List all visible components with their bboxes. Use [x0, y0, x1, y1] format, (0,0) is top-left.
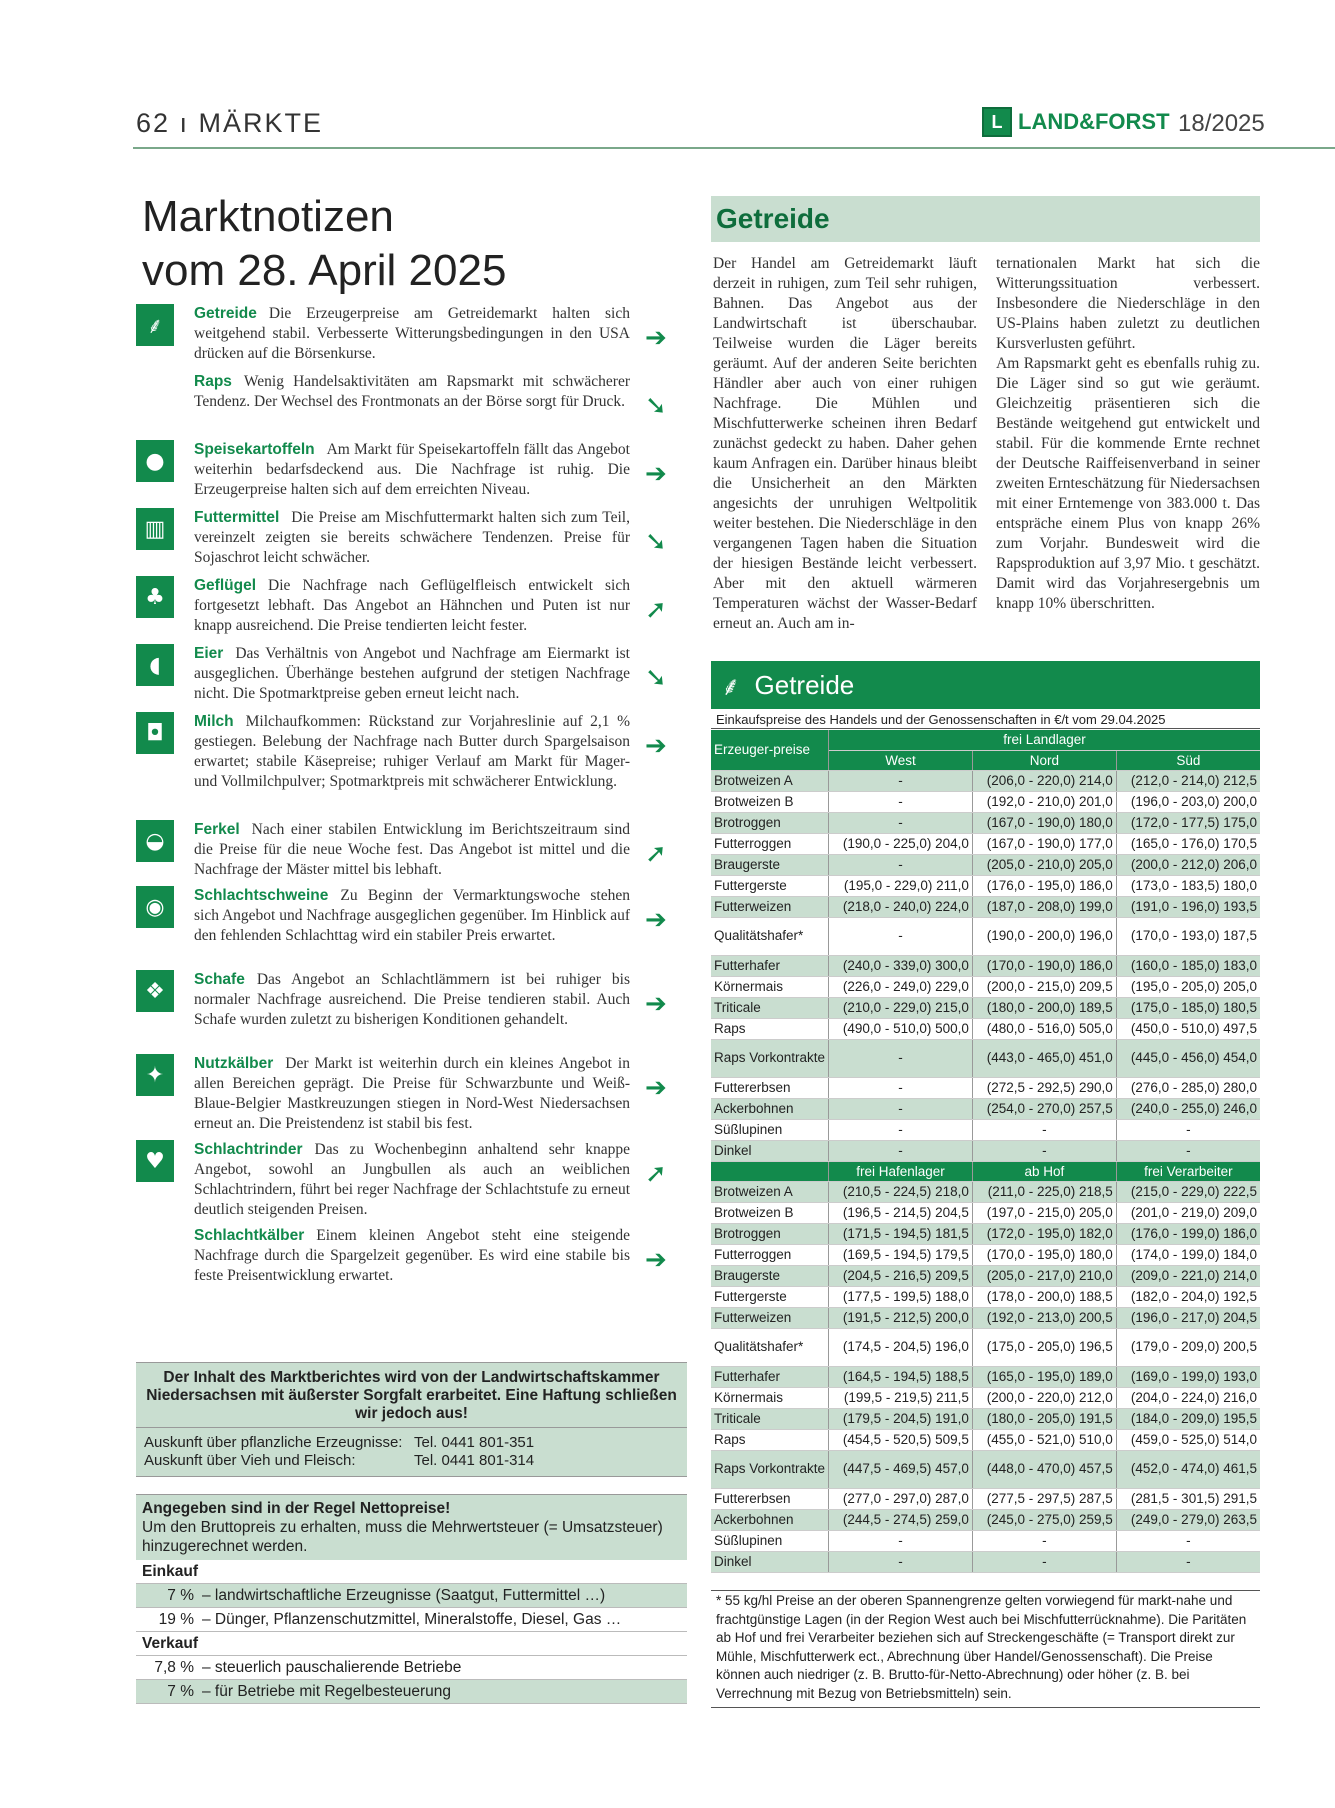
table-row	[711, 1509, 1260, 1530]
table-row	[711, 1223, 1260, 1244]
product-cell: Futterroggen	[711, 1244, 829, 1265]
market-note-name: Raps	[194, 373, 232, 390]
price-cell: (191,0 - 196,0) 193,5	[1116, 896, 1260, 917]
price-cell: (165,0 - 176,0) 170,5	[1116, 833, 1260, 854]
product-cell: Körnermais	[711, 1387, 829, 1408]
market-note-text: Milch Milchaufkommen: Rückstand zur Vorjahreslinie auf 2,1 % gestiegen. Belebung der Nachfrage nach Butter durch Spargelsaison erwartet; stabile Käsepreise; ruhiger Verlauf am Markt für Mager- und Vollmilchpulver; Spotmarktpreis mit schwächerer Entwicklung.	[194, 713, 630, 790]
price-cell: (173,0 - 183,5) 180,0	[1116, 875, 1260, 896]
table-row	[711, 1244, 1260, 1265]
price-cell: (210,0 - 229,0) 215,0	[829, 997, 973, 1018]
table-row	[711, 1202, 1260, 1223]
table-row	[711, 1265, 1260, 1286]
product-cell: Braugerste	[711, 1265, 829, 1286]
price-cell: (167,0 - 190,0) 180,0	[972, 812, 1116, 833]
price-cell: (187,0 - 208,0) 199,0	[972, 896, 1116, 917]
price-cell: (176,0 - 195,0) 186,0	[972, 875, 1116, 896]
contact-label-plants: Auskunft über pflanzliche Erzeugnisse:	[144, 1434, 403, 1451]
price-cell: -	[829, 1140, 973, 1161]
price-cell: (455,0 - 521,0) 510,0	[972, 1429, 1116, 1450]
table-row	[711, 1119, 1260, 1140]
col-header-nord: Nord	[972, 750, 1116, 770]
product-cell: Süßlupinen	[711, 1119, 829, 1140]
price-cell: (209,0 - 221,0) 214,0	[1116, 1265, 1260, 1286]
price-cell: (190,0 - 225,0) 204,0	[829, 833, 973, 854]
table-row	[711, 791, 1260, 812]
price-cell: (190,0 - 200,0) 196,0	[972, 917, 1116, 955]
product-cell: Futterweizen	[711, 896, 829, 917]
price-cell: (215,0 - 229,0) 222,5	[1116, 1181, 1260, 1202]
disclaimer-text: Der Inhalt des Marktberichtes wird von der Landwirtschaftskammer Niedersachsen mit äußerster Sorgfalt erarbeitet. Eine Haftung schließen wir jedoch aus!	[136, 1362, 687, 1427]
product-cell: Brotweizen A	[711, 1181, 829, 1202]
table-row	[711, 875, 1260, 896]
vat-row: 7,8 % – steuerlich pauschalierende Betriebe	[136, 1656, 687, 1680]
price-cell: (205,0 - 217,0) 210,0	[972, 1265, 1116, 1286]
product-cell: Futterroggen	[711, 833, 829, 854]
market-note	[136, 644, 630, 706]
price-cell: (196,0 - 203,0) 200,0	[1116, 791, 1260, 812]
cow-icon: ♥	[136, 1140, 174, 1182]
price-cell: -	[829, 1098, 973, 1119]
vat-row: 7 % – für Betriebe mit Regelbesteuerung	[136, 1680, 687, 1704]
price-cell: (172,0 - 195,0) 182,0	[972, 1223, 1116, 1244]
price-cell: (171,5 - 194,5) 181,5	[829, 1223, 973, 1244]
wheat-icon: ⸙	[721, 672, 741, 702]
market-note-text: Schlachtschweine Zu Beginn der Vermarktungswoche stehen sich Angebot und Nachfrage ausgeglichen gegenüber. Im Hinblick auf den fehlenden Schlachttag wird ein stabiler Preis erwartet.	[194, 887, 631, 944]
price-cell: (281,5 - 301,5) 291,5	[1116, 1488, 1260, 1509]
price-cell: (459,0 - 525,0) 514,0	[1116, 1429, 1260, 1450]
price-cell: -	[829, 1530, 973, 1551]
potato-icon: ●	[136, 440, 174, 482]
market-note	[136, 1140, 630, 1220]
vat-verkauf-header: Verkauf	[136, 1632, 687, 1656]
table-row	[711, 770, 1260, 791]
table-row	[711, 1551, 1260, 1572]
icon-spacer	[136, 372, 174, 414]
product-cell: Süßlupinen	[711, 1530, 829, 1551]
price-cell: (201,0 - 219,0) 209,0	[1116, 1202, 1260, 1223]
egg-icon: ◖	[136, 644, 174, 686]
market-note-text: Getreide Die Erzeugerpreise am Getreidemarkt halten sich weitgehend stabil. Verbesserte Witterungsbedingungen in den USA drücken auf die Börsenkurse.	[194, 305, 630, 362]
price-cell: (182,0 - 204,0) 192,5	[1116, 1286, 1260, 1307]
price-cell: (196,5 - 214,5) 204,5	[829, 1202, 973, 1223]
market-note-name: Schlachtschweine	[194, 887, 329, 904]
milk-can-icon: ◘	[136, 712, 174, 754]
table-row	[711, 1366, 1260, 1387]
col-header-location: frei Verarbeiter	[1116, 1161, 1260, 1181]
price-table-subtitle: Einkaufspreise des Handels und der Genossenschaften in €/t vom 29.04.2025	[711, 711, 1260, 729]
market-note-text: Futtermittel Die Preise am Mischfuttermarkt halten sich zum Teil, vereinzelt zeigten sie bereits schwächere Tendenzen. Preise für Sojaschrot leicht schwächer.	[194, 509, 630, 566]
table-footnote: * 55 kg/hl Preise an der oberen Spannengrenze gelten vorwiegend für markt-nahe und frachtgünstige Lagen (in der Region West auch bei Mischfutterrücknahme). Die Paritäten ab Hof und frei Verarbeiter beziehen sich auf Streckengeschäfte (= Transport direkt zur Mühle, Mischfutterwerk ect., Abrechnung über Handel/Genossenschaft). Die Preise können auch niedriger (z. B. Brutto-für-Netto-Abrechnung) oder höher (z. B. bei Verrechnung mit Bezug von Betriebsmitteln) sein.	[711, 1590, 1260, 1708]
product-cell: Körnermais	[711, 976, 829, 997]
price-cell: (191,5 - 212,5) 200,0	[829, 1307, 973, 1328]
price-cell: (199,5 - 219,5) 211,5	[829, 1387, 973, 1408]
price-cell: (184,0 - 209,0) 195,5	[1116, 1408, 1260, 1429]
table-row	[711, 1307, 1260, 1328]
price-cell: (448,0 - 470,0) 457,5	[972, 1450, 1116, 1488]
table-group-header	[711, 730, 1260, 750]
chicken-icon: ♣	[136, 576, 174, 618]
price-cell: (200,0 - 220,0) 212,0	[972, 1387, 1116, 1408]
table-row	[711, 833, 1260, 854]
page-title	[142, 190, 506, 298]
product-cell: Braugerste	[711, 854, 829, 875]
market-note-text: Schlachtkälber Einem kleinen Angebot steht eine steigende Nachfrage durch die Spargelzeit gegenüber. Es wird eine stabile bis feste Preisentwicklung erwartet.	[194, 1227, 630, 1284]
price-cell: -	[829, 770, 973, 791]
vat-row: 19 % – Dünger, Pflanzenschutzmittel, Mineralstoffe, Diesel, Gas …	[136, 1608, 687, 1632]
price-cell: (276,0 - 285,0) 280,0	[1116, 1077, 1260, 1098]
land-forst-logo	[982, 107, 1170, 137]
market-note	[136, 1226, 630, 1286]
product-cell: Futterweizen	[711, 1307, 829, 1328]
price-cell: (226,0 - 249,0) 229,0	[829, 976, 973, 997]
price-cell: (272,5 - 292,5) 290,0	[972, 1077, 1116, 1098]
product-cell: Futtererbsen	[711, 1488, 829, 1509]
col-header-landlager: frei Landlager	[829, 730, 1260, 750]
market-note-name: Nutzkälber	[194, 1055, 274, 1072]
price-cell: (445,0 - 456,0) 454,0	[1116, 1039, 1260, 1077]
market-note-text: Schlachtrinder Das zu Wochenbeginn anhaltend sehr knappe Angebot, sowohl an Jungbullen als auch an weiblichen Schlachtrindern, führt bei reger Nachfrage der Schlachtstufe zu erneut deutlich steigenden Preisen.	[194, 1141, 630, 1218]
price-cell: (174,0 - 199,0) 184,0	[1116, 1244, 1260, 1265]
disclaimer-box	[136, 1362, 687, 1477]
product-cell: Raps	[711, 1429, 829, 1450]
market-note	[136, 712, 630, 814]
price-cell: (196,0 - 217,0) 204,5	[1116, 1307, 1260, 1328]
trend-arrow-down-icon: ➘	[645, 391, 667, 421]
price-cell: -	[1116, 1530, 1260, 1551]
price-cell: (452,0 - 474,0) 461,5	[1116, 1450, 1260, 1488]
price-cell: -	[829, 1119, 973, 1140]
market-note-name: Ferkel	[194, 821, 240, 838]
price-cell: (175,0 - 185,0) 180,5	[1116, 997, 1260, 1018]
market-note-text: Raps Wenig Handelsaktivitäten am Rapsmarkt mit schwächerer Tendenz. Der Wechsel des Frontmonats an der Börse sorgt für Druck.	[194, 373, 630, 410]
vat-row: 7 % – landwirtschaftliche Erzeugnisse (Saatgut, Futtermittel …)	[136, 1584, 687, 1608]
title-line-1: Marktnotizen	[142, 192, 394, 241]
col-header-product: Erzeuger-preise	[711, 730, 829, 770]
price-cell: (197,0 - 215,0) 205,0	[972, 1202, 1116, 1223]
price-cell: (450,0 - 510,0) 497,5	[1116, 1018, 1260, 1039]
trend-arrow-stable-icon: ➔	[645, 905, 667, 935]
table-row	[711, 1488, 1260, 1509]
price-cell: -	[1116, 1551, 1260, 1572]
price-cell: (204,0 - 224,0) 216,0	[1116, 1387, 1260, 1408]
trend-arrow-stable-icon: ➔	[645, 731, 667, 761]
price-cell: (164,5 - 194,5) 188,5	[829, 1366, 973, 1387]
market-note	[136, 440, 630, 502]
table-row	[711, 997, 1260, 1018]
table-row	[711, 1429, 1260, 1450]
price-cell: -	[829, 917, 973, 955]
header-divider	[133, 147, 1335, 149]
product-cell: Brotweizen B	[711, 1202, 829, 1223]
price-cell: (174,5 - 204,5) 196,0	[829, 1328, 973, 1366]
market-note-name: Schlachtkälber	[194, 1227, 305, 1244]
vat-text: Um den Bruttopreis zu erhalten, muss die Mehrwertsteuer (= Umsatzsteuer) hinzugerechnet werden.	[142, 1519, 663, 1555]
product-cell: Raps	[711, 1018, 829, 1039]
market-note-text: Schafe Das Angebot an Schlachtlämmern ist bei ruhiger bis normaler Nachfrage ausreichend. Die Preise tendieren stabil. Auch Schafe wurden zuletzt zu bisherigen Konditionen gehandelt.	[194, 971, 630, 1028]
vat-einkauf-header: Einkauf	[136, 1560, 687, 1584]
product-cell: Dinkel	[711, 1551, 829, 1572]
price-cell: (178,0 - 200,0) 188,5	[972, 1286, 1116, 1307]
market-note	[136, 304, 630, 366]
getreide-text-col2	[996, 254, 1260, 614]
price-cell: (454,5 - 520,5) 509,5	[829, 1429, 973, 1450]
getreide-paragraph: Am Rapsmarkt geht es ebenfalls ruhig zu. Die Läger sind so gut wie geräumt. Gleichzeitig präsentieren sich die Bestände weitgehend gut entwickelt und stabil. Für die kommende Ernte rechnet der Deutsche Raiffeisenverband in seiner zweiten Ernteschätzung für Niedersachsen mit einer Erntemenge von 383.000 t. Das entspräche einem Plus von knapp 26% zum Vorjahr. Bundesweit wird die Rapsproduktion auf 3,97 Mio. t geschätzt. Damit wird das Vorjahresergebnis um knapp 10% überschritten.	[996, 355, 1260, 612]
price-table-title: Getreide	[754, 669, 855, 700]
page-section-label: 62 ı MÄRKTE	[136, 108, 324, 138]
table-row	[711, 1140, 1260, 1161]
price-cell: (443,0 - 465,0) 451,0	[972, 1039, 1116, 1077]
vat-heading: Angegeben sind in der Regel Nettopreise!	[142, 1500, 451, 1517]
price-cell: -	[972, 1551, 1116, 1572]
col-header-location: frei Hafenlager	[829, 1161, 973, 1181]
price-cell: (249,0 - 279,0) 263,5	[1116, 1509, 1260, 1530]
price-cell: (195,0 - 229,0) 211,0	[829, 875, 973, 896]
product-cell: Brotroggen	[711, 1223, 829, 1244]
getreide-heading: Getreide	[711, 196, 1260, 242]
price-cell: (180,0 - 205,0) 191,5	[972, 1408, 1116, 1429]
col-header-empty	[711, 1161, 829, 1181]
piglet-icon: ◒	[136, 820, 174, 862]
price-cell: (160,0 - 185,0) 183,0	[1116, 955, 1260, 976]
price-cell: (170,0 - 195,0) 180,0	[972, 1244, 1116, 1265]
market-note-text: Geflügel Die Nachfrage nach Geflügelfleisch entwickelt sich fortgesetzt lebhaft. Das Angebot an Hähnchen und Puten ist nur knapp ausreichend. Die Preise tendierten leicht fester.	[194, 577, 630, 634]
trend-arrow-stable-icon: ➔	[645, 989, 667, 1019]
trend-arrow-up-icon: ➚	[645, 595, 667, 625]
product-cell: Ackerbohnen	[711, 1509, 829, 1530]
price-cell: (179,5 - 204,5) 191,0	[829, 1408, 973, 1429]
price-cell: (277,0 - 297,0) 287,0	[829, 1488, 973, 1509]
price-cell: (204,5 - 216,5) 209,5	[829, 1265, 973, 1286]
trend-arrow-stable-icon: ➔	[645, 1245, 667, 1275]
price-cell: (179,0 - 209,0) 200,5	[1116, 1328, 1260, 1366]
price-cell: -	[829, 1077, 973, 1098]
market-note	[136, 576, 630, 638]
price-cell: (176,0 - 199,0) 186,0	[1116, 1223, 1260, 1244]
pig-icon: ◉	[136, 886, 174, 928]
col-header-sued: Süd	[1116, 750, 1260, 770]
trend-arrow-stable-icon: ➔	[645, 1073, 667, 1103]
price-cell: (195,0 - 205,0) 205,0	[1116, 976, 1260, 997]
table-row	[711, 812, 1260, 833]
getreide-paragraph: ternationalen Markt hat sich die Witterungssituation verbessert. Insbesondere die Niederschläge in den US-Plains haben zuletzt zu deutlichen Kursverlusten geführt.	[996, 255, 1260, 352]
market-note-name: Speisekartoffeln	[194, 441, 315, 458]
market-note-name: Eier	[194, 645, 224, 662]
price-cell: -	[972, 1140, 1116, 1161]
table-row	[711, 854, 1260, 875]
price-cell: -	[829, 1551, 973, 1572]
price-cell: (192,0 - 213,0) 200,5	[972, 1307, 1116, 1328]
price-cell: (192,0 - 210,0) 201,0	[972, 791, 1116, 812]
product-cell: Ackerbohnen	[711, 1098, 829, 1119]
product-cell: Raps Vorkontrakte	[711, 1450, 829, 1488]
price-cell: (211,0 - 225,0) 218,5	[972, 1181, 1116, 1202]
logo-mark: L	[982, 107, 1012, 137]
price-cell: (206,0 - 220,0) 214,0	[972, 770, 1116, 791]
table-row	[711, 955, 1260, 976]
price-cell: (180,0 - 200,0) 189,5	[972, 997, 1116, 1018]
table-row	[711, 1039, 1260, 1077]
price-cell: (200,0 - 215,0) 209,5	[972, 976, 1116, 997]
title-line-2: vom 28. April 2025	[142, 246, 507, 295]
price-cell: (212,0 - 214,0) 212,5	[1116, 770, 1260, 791]
table-row	[711, 1181, 1260, 1202]
market-note	[136, 372, 630, 434]
col-header-west: West	[829, 750, 973, 770]
price-cell: (490,0 - 510,0) 500,0	[829, 1018, 973, 1039]
table-row	[711, 1530, 1260, 1551]
product-cell: Futtergerste	[711, 875, 829, 896]
wheat-icon: ⸙	[136, 304, 174, 346]
price-cell: -	[829, 854, 973, 875]
product-cell: Dinkel	[711, 1140, 829, 1161]
issue-number: 18/2025	[1178, 110, 1265, 137]
table-row	[711, 976, 1260, 997]
product-cell: Qualitätshafer*	[711, 1328, 829, 1366]
price-table-header	[711, 661, 1260, 709]
market-note-name: Schafe	[194, 971, 245, 988]
price-cell: -	[829, 812, 973, 833]
market-note-name: Geflügel	[194, 577, 257, 594]
price-cell: (240,0 - 255,0) 246,0	[1116, 1098, 1260, 1119]
price-cell: (200,0 - 212,0) 206,0	[1116, 854, 1260, 875]
market-note	[136, 970, 630, 1048]
price-cell: (170,0 - 193,0) 187,5	[1116, 917, 1260, 955]
price-cell: -	[829, 1039, 973, 1077]
table-row	[711, 917, 1260, 955]
contact-info	[136, 1427, 687, 1477]
market-notes-list	[136, 304, 630, 1292]
trend-arrow-stable-icon: ➔	[645, 323, 667, 353]
market-note	[136, 820, 630, 880]
market-note-text: Eier Das Verhältnis von Angebot und Nachfrage am Eiermarkt ist ausgeglichen. Überhänge bestehen aufgrund der stetigen Nachfrage nicht. Die Spotmarktpreise geben erneut leicht nach.	[194, 645, 630, 702]
price-cell: (170,0 - 190,0) 186,0	[972, 955, 1116, 976]
table-row	[711, 1450, 1260, 1488]
table-row	[711, 1077, 1260, 1098]
table-row	[711, 1018, 1260, 1039]
price-cell: (277,5 - 297,5) 287,5	[972, 1488, 1116, 1509]
market-note-text: Speisekartoffeln Am Markt für Speisekartoffeln fällt das Angebot weiterhin bedarfsdeckend aus. Die Nachfrage ist ruhig. Die Erzeugerpreise halten sich auf dem erreichten Niveau.	[194, 441, 630, 498]
feed-silo-icon: ▥	[136, 508, 174, 550]
trend-arrow-up-icon: ➚	[645, 1159, 667, 1189]
market-note-name: Schlachtrinder	[194, 1141, 303, 1158]
price-cell: (254,0 - 270,0) 257,5	[972, 1098, 1116, 1119]
market-note-name: Milch	[194, 713, 234, 730]
price-cell: (240,0 - 339,0) 300,0	[829, 955, 973, 976]
product-cell: Futtererbsen	[711, 1077, 829, 1098]
price-cell: -	[1116, 1140, 1260, 1161]
table-row	[711, 1328, 1260, 1366]
product-cell: Raps Vorkontrakte	[711, 1039, 829, 1077]
product-cell: Qualitätshafer*	[711, 917, 829, 955]
market-note-text: Nutzkälber Der Markt ist weiterhin durch ein kleines Angebot in allen Bereichen geprägt. Die Preise für Schwarzbunte und Weiß-Blaue-Belgier Mastkreuzungen stiegen in Nord-West Niedersachsen erneut an. Die Preistendenz ist stabil bis fest.	[194, 1055, 630, 1132]
product-cell: Brotweizen B	[711, 791, 829, 812]
product-cell: Futterhafer	[711, 1366, 829, 1387]
calf-icon: ✦	[136, 1054, 174, 1096]
price-cell: -	[972, 1530, 1116, 1551]
contact-label-livestock: Auskunft über Vieh und Fleisch:	[144, 1452, 356, 1469]
product-cell: Futterhafer	[711, 955, 829, 976]
price-cell: (205,0 - 210,0) 205,0	[972, 854, 1116, 875]
price-cell: (169,0 - 199,0) 193,0	[1116, 1366, 1260, 1387]
product-cell: Triticale	[711, 997, 829, 1018]
price-cell: (447,5 - 469,5) 457,0	[829, 1450, 973, 1488]
contact-phone-plants: Tel. 0441 801-351	[414, 1434, 535, 1451]
logo-text: LAND&FORST	[1018, 109, 1170, 134]
price-cell: -	[1116, 1119, 1260, 1140]
vat-intro	[136, 1494, 687, 1560]
table-group-header	[711, 1161, 1260, 1181]
price-cell: (245,0 - 275,0) 259,5	[972, 1509, 1116, 1530]
table-row	[711, 1286, 1260, 1307]
price-cell: (165,0 - 195,0) 189,0	[972, 1366, 1116, 1387]
trend-arrow-stable-icon: ➔	[645, 459, 667, 489]
table-row	[711, 896, 1260, 917]
price-cell: (244,5 - 274,5) 259,0	[829, 1509, 973, 1530]
market-note	[136, 508, 630, 570]
price-cell: (167,0 - 190,0) 177,0	[972, 833, 1116, 854]
price-cell: (172,0 - 177,5) 175,0	[1116, 812, 1260, 833]
table-row	[711, 1387, 1260, 1408]
table-row	[711, 1408, 1260, 1429]
sheep-icon: ❖	[136, 970, 174, 1012]
price-cell: -	[829, 791, 973, 812]
trend-arrow-down-icon: ➘	[645, 663, 667, 693]
market-note-name: Futtermittel	[194, 509, 280, 526]
market-note-name: Getreide	[194, 305, 257, 322]
icon-spacer	[136, 1226, 174, 1268]
price-cell: (218,0 - 240,0) 224,0	[829, 896, 973, 917]
price-cell: (177,5 - 199,5) 188,0	[829, 1286, 973, 1307]
trend-arrow-up-icon: ➚	[645, 839, 667, 869]
price-table	[711, 730, 1260, 1573]
trend-arrow-down-icon: ➘	[645, 527, 667, 557]
getreide-text-col1: Der Handel am Getreidemarkt läuft derzeit in ruhigen, zum Teil sehr ruhigen, Bahnen. Das Angebot aus der Landwirtschaft ist überschaubar. Teilweise wurden die Läger bereits geräumt. Auf der anderen Seite berichten Händler aber auch von einer ruhigen Nachfrage. Die Mühlen und Mischfutterwerke scheinen ihren Bedarf zunächst gedeckt zu haben. Daher gehen kaum Anfragen ein. Darüber hinaus bleibt die Unsicherheit an den Märkten angesichts der unruhigen Weltpolitik weiter bestehen. Die Niederschläge in den vergangenen Tagen haben die Situation der hiesigen Bestände leicht verbessert. Aber mit den aktuell wärmeren Temperaturen wächst der Wasser-Bedarf erneut an. Auch am in-	[713, 255, 977, 632]
product-cell: Triticale	[711, 1408, 829, 1429]
contact-phone-livestock: Tel. 0441 801-314	[414, 1452, 535, 1469]
table-row	[711, 1098, 1260, 1119]
product-cell: Brotroggen	[711, 812, 829, 833]
market-note	[136, 886, 630, 964]
price-cell: (210,5 - 224,5) 218,0	[829, 1181, 973, 1202]
col-header-location: ab Hof	[972, 1161, 1116, 1181]
price-cell: (169,5 - 194,5) 179,5	[829, 1244, 973, 1265]
market-note-text: Ferkel Nach einer stabilen Entwicklung im Berichtszeitraum sind die Preise für die neue Woche fest. Das Angebot ist mittel und die Nachfrage der Mäster mittel bis lebhaft.	[194, 821, 630, 878]
price-cell: -	[972, 1119, 1116, 1140]
price-cell: (480,0 - 516,0) 505,0	[972, 1018, 1116, 1039]
market-note	[136, 1054, 630, 1134]
price-cell: (175,0 - 205,0) 196,5	[972, 1328, 1116, 1366]
product-cell: Futtergerste	[711, 1286, 829, 1307]
product-cell: Brotweizen A	[711, 770, 829, 791]
vat-info-box	[136, 1494, 687, 1704]
